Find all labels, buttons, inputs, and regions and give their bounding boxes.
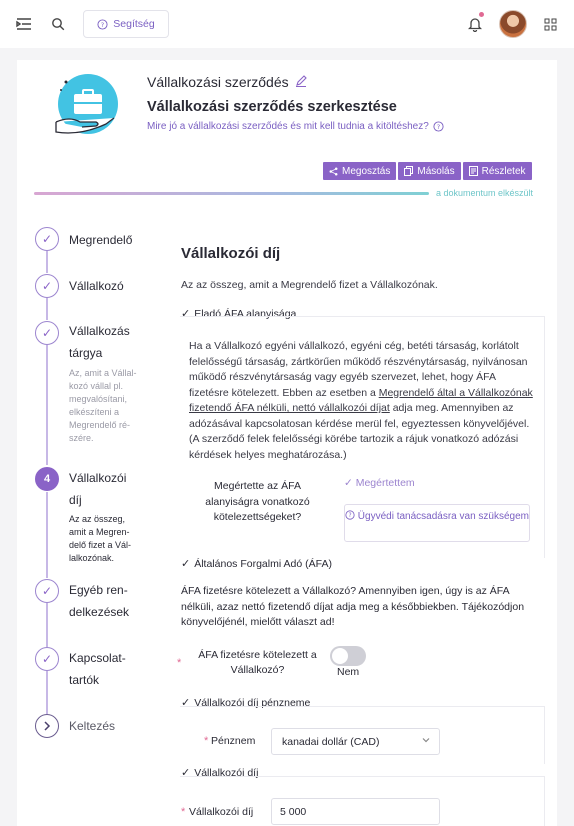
step-connector xyxy=(46,603,48,647)
step-connector xyxy=(46,345,48,465)
currency-select[interactable] xyxy=(271,728,440,755)
document-title-row xyxy=(147,74,307,90)
search-icon[interactable] xyxy=(48,14,68,34)
step-5-check-icon[interactable]: ✓ xyxy=(35,579,59,603)
details-button[interactable] xyxy=(463,162,532,180)
question-circle-icon xyxy=(97,19,108,30)
vat-heading-row xyxy=(181,557,332,570)
chevron-down-icon xyxy=(421,735,431,748)
vat-status-heading: Eladó ÁFA alanyisága xyxy=(194,307,297,320)
step-4-label-line2[interactable]: díj xyxy=(69,493,82,507)
step-5-label-line2[interactable]: delkezések xyxy=(69,605,130,619)
step-5-label-line1[interactable]: Egyéb ren- xyxy=(69,583,128,597)
copy-button[interactable] xyxy=(398,162,460,180)
step-4-label-line1[interactable]: Vállalkozói xyxy=(69,471,127,485)
vat-paragraph: ÁFA fizetésre kötelezett a Vállalkozó? Amennyiben igen, úgy is az ÁFA nélküli, azaz nettó fizetendő díjat adja meg a későbbiekben. Tájékozódjon könyvelőjénél, mielőtt választ ad! xyxy=(181,585,525,628)
briefcase-hand-icon xyxy=(50,72,124,138)
help-label: Segítség xyxy=(113,18,155,30)
step-7-label[interactable]: Keltezés xyxy=(69,719,116,733)
lawyer-advice-button[interactable] xyxy=(344,504,530,542)
ack-value[interactable]: ✓ Megértettem xyxy=(344,477,415,489)
share-label: Megosztás xyxy=(342,165,391,177)
ack-question: Megértette az ÁFA alanyiságra vonatkozó kötelezettségeket? xyxy=(205,480,310,523)
vat-toggle[interactable] xyxy=(330,646,366,666)
step-1-check-icon[interactable]: ✓ xyxy=(35,227,59,251)
check-icon: ✓ xyxy=(181,558,191,570)
step-6-check-icon[interactable]: ✓ xyxy=(35,647,59,671)
step-3-desc: Az, amit a Vállal- kozó vállal pl. megvalósítani, elkészíteni a Megrendelő ré- szére. xyxy=(69,368,137,443)
progress-bar xyxy=(34,192,429,195)
copy-label: Másolás xyxy=(417,165,455,177)
step-2-check-icon[interactable]: ✓ xyxy=(35,274,59,298)
document-title: Vállalkozási szerződés xyxy=(147,74,289,90)
share-icon xyxy=(329,167,338,176)
apps-grid-icon[interactable] xyxy=(540,14,560,34)
currency-selected: kanadai dollár (CAD) xyxy=(282,735,380,748)
fee-field-label: Vállalkozói díj xyxy=(189,806,254,818)
step-4-desc: Az az összeg, amit a Megren- delő fizet a Vál- lalkozónak. xyxy=(69,514,132,563)
svg-text:?: ? xyxy=(348,513,352,520)
step-7-chevron-right-icon[interactable] xyxy=(35,714,59,738)
fee-heading: Vállalkozói díj xyxy=(194,766,259,779)
step-2-label[interactable]: Vállalkozó xyxy=(69,279,124,293)
progress-label: a dokumentum elkészült xyxy=(436,188,534,198)
currency-heading: Vállalkozói díj pénzneme xyxy=(194,696,311,709)
net-fee-link[interactable]: Megrendelő által a Vállalkozónak fizetendő ÁFA nélküli, nettó vállalkozói díjat xyxy=(189,386,533,414)
share-button[interactable] xyxy=(323,162,396,180)
details-doc-icon xyxy=(469,166,478,176)
step-3-label-line2[interactable]: tárgya xyxy=(69,346,103,360)
step-connector xyxy=(46,251,48,273)
question-circle-icon xyxy=(433,121,444,132)
bell-icon[interactable] xyxy=(465,14,485,34)
help-button[interactable] xyxy=(83,10,169,38)
top-bar xyxy=(0,0,574,48)
section-title: Vállalkozói díj xyxy=(181,245,281,262)
step-6-label-line2[interactable]: tartók xyxy=(69,673,100,687)
edit-pencil-icon[interactable] xyxy=(295,74,307,90)
required-marker: * xyxy=(204,735,209,747)
required-marker: * xyxy=(177,657,182,669)
vat-heading: Általános Forgalmi Adó (ÁFA) xyxy=(194,557,332,570)
document-help-link[interactable] xyxy=(147,121,444,132)
vat-status-paragraph: Ha a Vállalkozó egyéni vállalkozó, egyéni cég, betéti társaság, korlátolt felelősségű társaság, zártkörűen működő részvénytársaság, nyilvánosan működő részvénytársaság vagy egyéb szervezet, lehet, hogy ÁFA fizetésre kötelezett. Ebben az esetben a Megrendelő által a Vállalkozónak fizetendő ÁFA nélküli, nettó vállalkozói díjat adja meg. Amennyiben az adózásával kapcsolatosan kérdése merül fel, egyeztessen könyvelőjével. (A szerződő felek felelősségi körébe tartozik a rájuk vonatkozó adózási kérdések helyes meghatározása.) xyxy=(189,340,533,461)
check-icon: ✓ xyxy=(181,697,191,709)
svg-text:?: ? xyxy=(436,122,440,131)
check-icon: ✓ xyxy=(181,767,191,779)
lawyer-advice-label: Ügyvédi tanácsadásra van szükségem xyxy=(357,511,529,522)
fee-input[interactable]: 5 000 xyxy=(271,798,440,825)
document-question: Mire jó a vállalkozási szerződés és mit kell tudnia a kitöltéshez? xyxy=(147,121,429,132)
vat-toggle-value: Nem xyxy=(337,666,360,678)
step-connector xyxy=(46,492,48,578)
step-4-number[interactable]: 4 xyxy=(35,467,59,491)
details-label: Részletek xyxy=(481,165,526,177)
svg-text:?: ? xyxy=(101,20,105,29)
step-connector xyxy=(46,298,48,320)
required-marker: * xyxy=(181,806,186,818)
check-icon: ✓ xyxy=(181,308,191,320)
menu-toggle-icon[interactable] xyxy=(14,14,34,34)
document-actions xyxy=(323,162,532,180)
user-avatar[interactable] xyxy=(499,10,527,38)
copy-icon xyxy=(404,166,413,176)
step-connector xyxy=(46,671,48,714)
currency-field-label: Pénznem xyxy=(211,735,256,747)
step-1-label[interactable]: Megrendelő xyxy=(69,233,133,247)
step-6-label-line1[interactable]: Kapcsolat- xyxy=(69,651,126,665)
section-intro: Az az összeg, amit a Megrendelő fizet a Vállalkozónak. xyxy=(181,279,438,291)
step-3-check-icon[interactable]: ✓ xyxy=(35,321,59,345)
step-3-label-line1[interactable]: Vállalkozás xyxy=(69,324,130,338)
question-circle-icon xyxy=(345,510,355,520)
vat-field-label: ÁFA fizetésre kötelezett a Vállalkozó? xyxy=(198,649,317,676)
document-subtitle: Vállalkozási szerződés szerkesztése xyxy=(147,99,397,115)
notification-dot xyxy=(479,12,484,17)
